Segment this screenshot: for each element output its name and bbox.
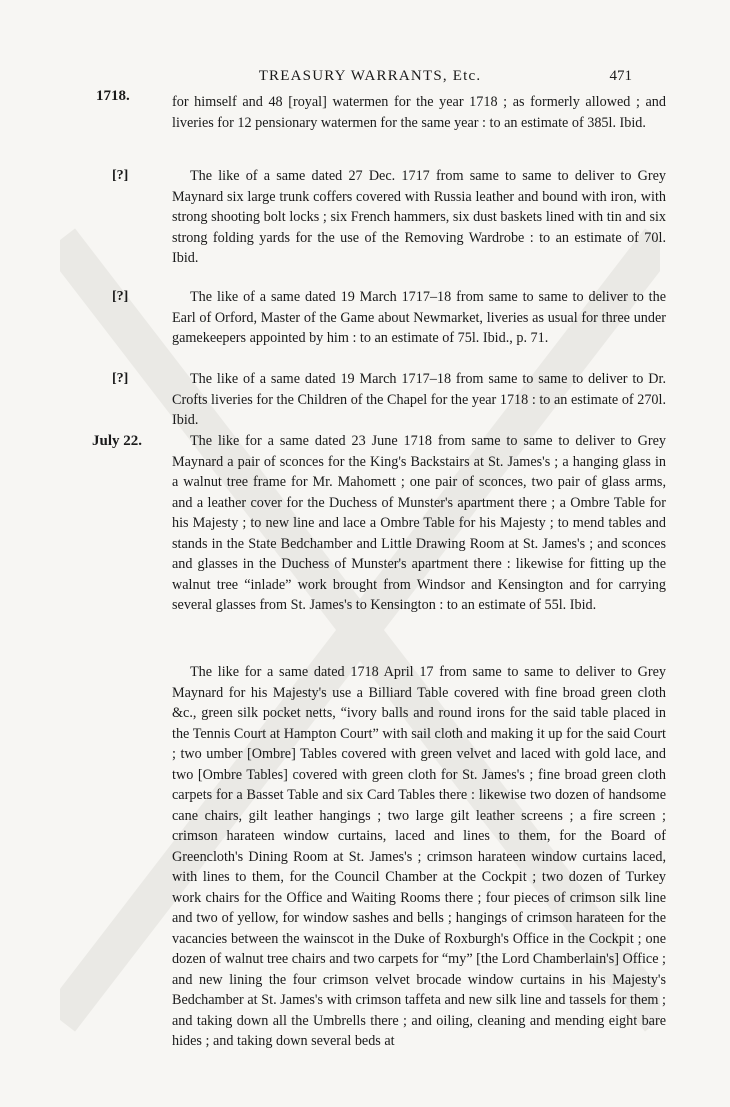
margin-date-july-22: July 22. <box>92 433 143 449</box>
paragraph-entry-3: The like of a same dated 19 March 1717–18 from same to same to deliver to Dr. Crofts liveries for the Children of the Chapel for the year 1718 : to an estimate of 270l. Ibid. <box>172 371 666 428</box>
margin-query-1: [?] <box>112 168 129 183</box>
paragraph-continued: for himself and 48 [royal] watermen for the year 1718 ; as formerly allowed ; and liveries for 12 pensionary watermen for the same year : to an estimate of 385l. Ibid. <box>172 94 666 131</box>
running-head <box>0 68 730 90</box>
paragraph-entry-1: The like of a same dated 27 Dec. 1717 from same to same to deliver to Grey Maynard six large trunk coffers covered with Russia leather and bound with iron, with strong shooting bolt locks ; six French hammers, six dust baskets lined with tin and six strong folding yards for the use of the Removing Wardrobe : to an estimate of 70l. Ibid. <box>172 168 666 266</box>
margin-query-2: [?] <box>112 289 129 304</box>
page-number: 471 <box>609 68 632 84</box>
margin-year: 1718. <box>96 88 130 104</box>
paragraph-entry-4: The like for a same dated 23 June 1718 from same to same to deliver to Grey Maynard a pair of sconces for the King's Backstairs at St. James's ; a hanging glass in a walnut tree frame for Mr. Mahomett ; one pair of sconces, two pair of glass arms, and a leather cover for the Duchess of Munster's apartment there ; a Ombre Table for his Majesty ; to new line and lace a Ombre Table for his Majesty ; to mend tables and stands in the State Bedchamber and Little Drawing Room at St. James's ; and sconces and glasses in the Duchess of Munster's apartment there : likewise for fitting up the walnut tree “inlade” work brought from Windsor and Kensington and for carrying several glasses from St. James's to Kensington : to an estimate of 55l. Ibid. <box>172 433 666 613</box>
paragraph-entry-5: The like for a same dated 1718 April 17 from same to same to deliver to Grey Maynard for his Majesty's use a Billiard Table covered with fine broad green cloth &c., green silk pocket netts, “ivory balls and round irons for the said table placed in the Tennis Court at Hampton Court” with sail cloth and making it up for the said Court ; two umber [Ombre] Tables covered with green velvet and laced with gold lace, and two [Ombre Tables] covered with green cloth for St. James's ; fine broad green cloth carpets for a Basset Table and six Card Tables there : likewise two dozen of handsome cane chairs, gilt leather hangings ; two large gilt leather screens ; a fire screen ; crimson harateen window curtains, laced and lines to them, for the Board of Greencloth's Dining Room at St. James's ; crimson harateen window curtains laced, with lines to them, for the Council Chamber at the Cockpit ; two dozen of Turkey work chairs for the Office and Waiting Rooms there ; four pieces of crimson silk line and two of yellow, for window sashes and bells ; hangings of crimson harateen for the vacancies between the wainscot in the Duke of Roxburgh's Office in the Cockpit ; one dozen of walnut tree chairs and two carpets for “my” [the Lord Chamberlain's] Office ; and new lining the four crimson velvet brocade window curtains in his Majesty's Bedchamber at St. James's with crimson taffeta and new silk line and tassels for them ; and taking down all the Umbrells there ; and oiling, cleaning and mending eight bare hides ; and taking down several beds at <box>172 664 666 1049</box>
paragraph-entry-2: The like of a same dated 19 March 1717–18 from same to same to deliver to the Earl of Orford, Master of the Game about Newmarket, liveries as usual for three under gamekeepers appointed by him : to an estimate of 75l. Ibid., p. 71. <box>172 289 666 346</box>
margin-query-3: [?] <box>112 371 129 386</box>
running-head-title: TREASURY WARRANTS, Etc. <box>258 68 482 84</box>
